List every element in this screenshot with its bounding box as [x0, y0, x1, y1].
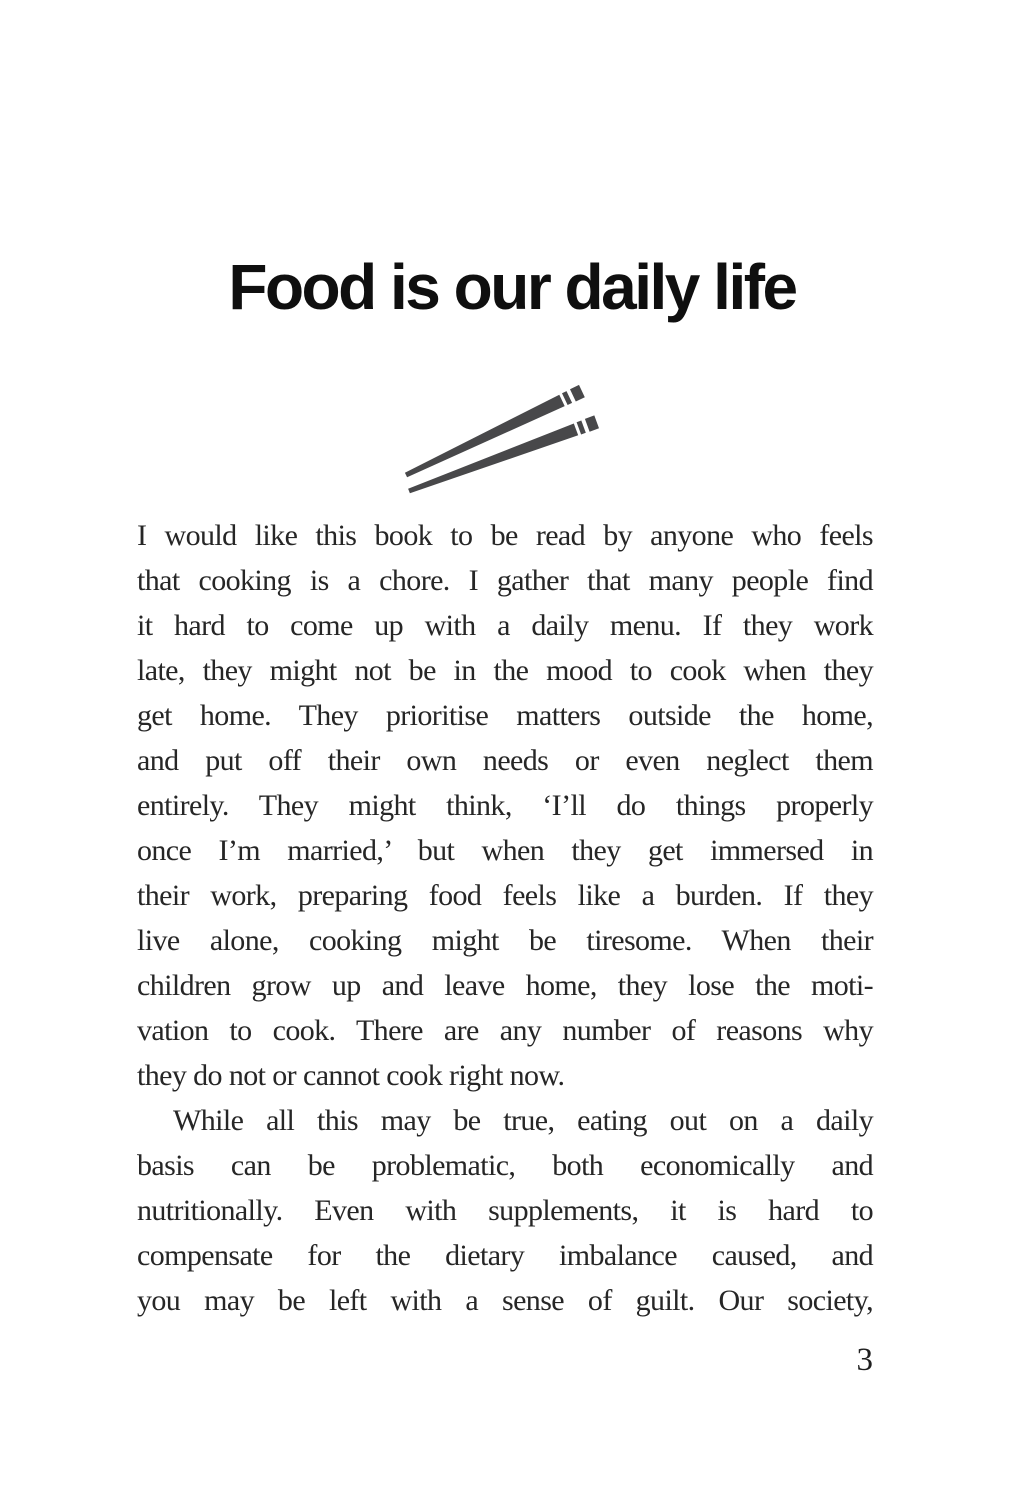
body-text	[137, 513, 873, 1323]
text-line: they do not or cannot cook right now.	[137, 1059, 565, 1092]
text-line: their work, preparing food feels like a burden. If they	[137, 879, 873, 912]
text-line: basis can be problematic, both economically and	[137, 1149, 873, 1182]
paragraph-1	[137, 513, 873, 1098]
chapter-title: Food is our daily life	[228, 251, 796, 323]
text-line: nutritionally. Even with supplements, it is hard to	[137, 1194, 873, 1227]
text-line: you may be left with a sense of guilt. Our society,	[137, 1284, 873, 1317]
text-line: get home. They prioritise matters outside the home,	[137, 699, 873, 732]
paragraph-2	[137, 1098, 873, 1323]
text-line: it hard to come up with a daily menu. If they work	[137, 609, 873, 642]
text-line: entirely. They might think, ‘I’ll do things properly	[137, 789, 873, 822]
text-line: vation to cook. There are any number of reasons why	[137, 1014, 873, 1047]
text-line: compensate for the dietary imbalance caused, and	[137, 1239, 873, 1272]
text-line: While all this may be true, eating out on a daily	[173, 1104, 873, 1137]
chopsticks-icon	[382, 366, 642, 501]
text-line: late, they might not be in the mood to cook when they	[137, 654, 873, 687]
text-line: that cooking is a chore. I gather that many people find	[137, 564, 873, 597]
text-line: children grow up and leave home, they lose the moti-	[137, 969, 873, 1002]
text-line: once I’m married,’ but when they get immersed in	[137, 834, 873, 867]
text-line: I would like this book to be read by anyone who feels	[137, 519, 873, 552]
page-number: 3	[856, 1342, 873, 1378]
text-line: live alone, cooking might be tiresome. When their	[137, 924, 873, 957]
text-line: and put off their own needs or even neglect them	[137, 744, 873, 777]
